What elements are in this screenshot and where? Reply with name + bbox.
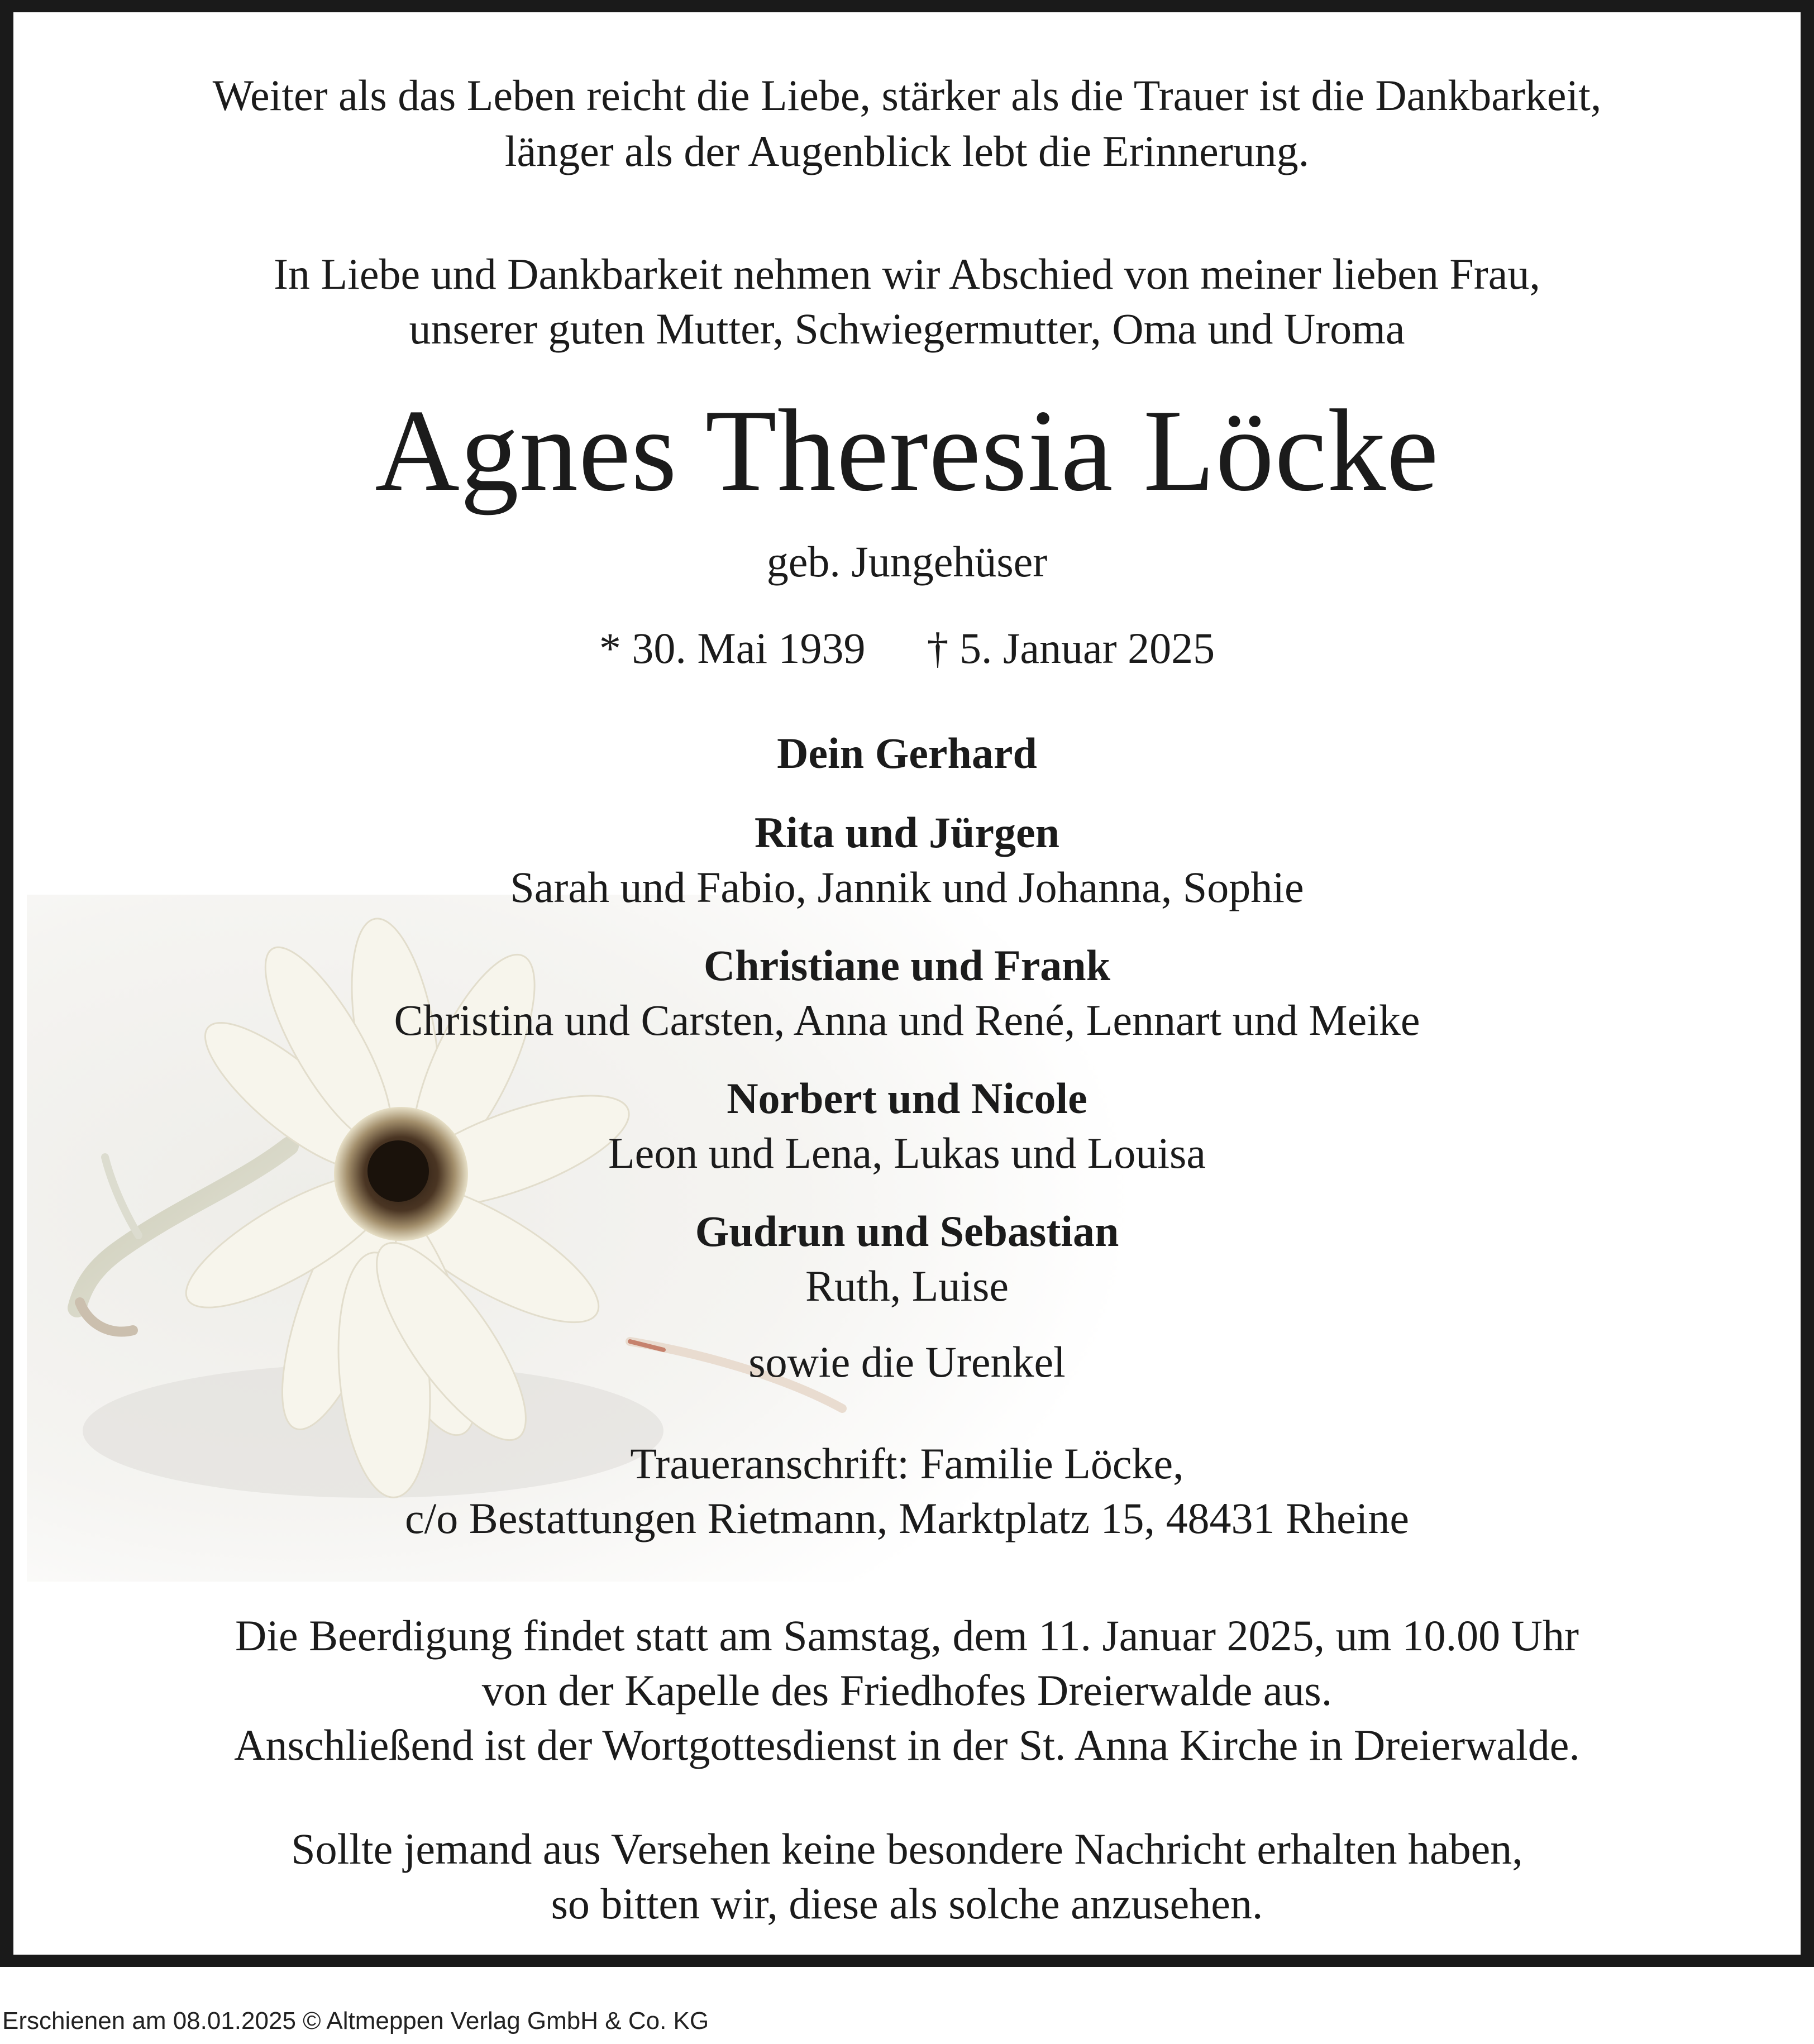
mourner-family-2-children: Christina und Carsten, Anna und René, Lennart und Meike xyxy=(394,996,1420,1044)
mourner-family-2: Christiane und Frank xyxy=(703,941,1111,990)
intro-line-1: In Liebe und Dankbarkeit nehmen wir Abschied von meiner lieben Frau, xyxy=(274,250,1540,298)
mourner-family-4-children: Ruth, Luise xyxy=(805,1262,1009,1310)
deceased-name: Agnes Theresia Löcke xyxy=(375,386,1439,515)
mourner-family-4: Gudrun und Sebastian xyxy=(695,1207,1119,1255)
closing-line-1: Sollte jemand aus Versehen keine besondere Nachricht erhalten haben, xyxy=(291,1825,1523,1873)
motto-line-2: länger als der Augenblick lebt die Erinnerung. xyxy=(504,127,1310,175)
great-grandchildren: sowie die Urenkel xyxy=(748,1338,1066,1386)
intro-line-2: unserer guten Mutter, Schwiegermutter, Oma und Uroma xyxy=(409,304,1405,353)
funeral-line-3: Anschließend ist der Wortgottesdienst in der St. Anna Kirche in Dreierwalde. xyxy=(234,1721,1580,1769)
closing-line-2: so bitten wir, diese als solche anzusehen. xyxy=(551,1879,1263,1928)
mourner-family-1-children: Sarah und Fabio, Jannik und Johanna, Sophie xyxy=(510,863,1304,911)
funeral-line-1: Die Beerdigung findet statt am Samstag, dem 11. Januar 2025, um 10.00 Uhr xyxy=(235,1611,1579,1660)
birth-date: * 30. Mai 1939 xyxy=(599,624,866,672)
mourner-husband: Dein Gerhard xyxy=(777,729,1037,777)
obituary-text xyxy=(27,12,1787,1955)
death-date: † 5. Januar 2025 xyxy=(927,624,1215,672)
motto-line-1: Weiter als das Leben reicht die Liebe, stärker als die Trauer ist die Dankbarkeit, xyxy=(212,71,1602,120)
address-line-2: c/o Bestattungen Rietmann, Marktplatz 15, 48431 Rheine xyxy=(405,1494,1409,1542)
mourner-family-3: Norbert und Nicole xyxy=(727,1074,1087,1123)
publication-footer: Erschienen am 08.01.2025 © Altmeppen Verlag GmbH & Co. KG xyxy=(2,2007,709,2035)
mourner-family-1: Rita und Jürgen xyxy=(754,808,1060,857)
life-dates xyxy=(27,624,1787,672)
mourner-family-3-children: Leon und Lena, Lukas und Louisa xyxy=(608,1129,1206,1177)
funeral-line-2: von der Kapelle des Friedhofes Dreierwalde aus. xyxy=(481,1666,1333,1715)
address-line-1: Traueranschrift: Familie Löcke, xyxy=(630,1439,1184,1488)
birth-name: geb. Jungehüser xyxy=(766,537,1048,586)
